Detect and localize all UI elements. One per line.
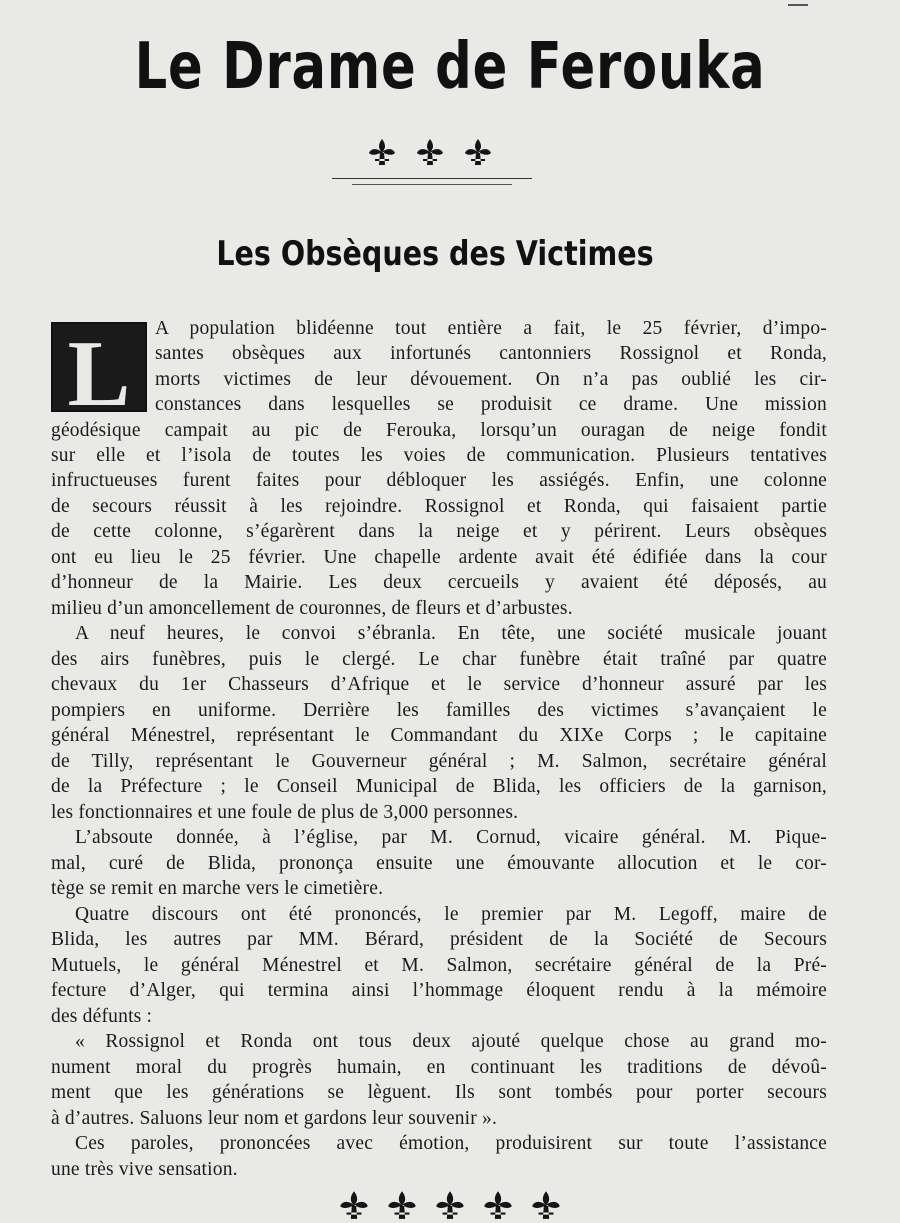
fleur-icon <box>366 136 398 168</box>
text-line: A population blidéenne tout entière a fait, le 25 février, d’impo- <box>155 318 827 339</box>
text-line: Ces paroles, prononcées avec émotion, produisirent sur toute l’assistance <box>75 1133 827 1154</box>
text-line: mal, curé de Blida, prononça ensuite une émouvante allocution et le cor- <box>51 853 827 874</box>
text-line: « Rossignol et Ronda ont tous deux ajouté quelque chose au grand mo- <box>75 1031 827 1052</box>
text-line: Blida, les autres par MM. Bérard, président de la Société de Secours <box>51 929 827 950</box>
text-line: des défunts : <box>51 1006 153 1027</box>
article-title: Le Drame de Ferouka <box>134 30 766 104</box>
title-divider-short <box>352 184 512 185</box>
closing-ornament <box>325 1188 575 1222</box>
text-line: constances dans lesquelles se produisit ce drame. Une mission <box>155 394 827 415</box>
fleur-icon <box>529 1188 563 1222</box>
text-line: L’absoute donnée, à l’église, par M. Cornud, vicaire général. M. Pique- <box>75 827 827 848</box>
text-line: chevaux du 1er Chasseurs d’Afrique et le service d’honneur assuré par les <box>51 674 827 695</box>
text-line: infructueuses furent faites pour débloquer les assiégés. Enfin, une colonne <box>51 470 827 491</box>
text-line: géodésique campait au pic de Ferouka, lorsqu’un ouragan de neige fondit <box>51 420 827 441</box>
text-line: A neuf heures, le convoi s’ébranla. En tête, une société musicale jouant <box>75 623 827 644</box>
text-line: d’honneur de la Mairie. Les deux cercueils y avaient été déposés, au <box>51 572 827 593</box>
text-line: morts victimes de leur dévouement. On n’a pas oublié les cir- <box>155 369 827 390</box>
drop-cap-letter: L <box>67 322 131 426</box>
text-line: de la Préfecture ; le Conseil Municipal de Blida, les officiers de la garnison, <box>51 776 827 797</box>
text-line: ont eu lieu le 25 février. Une chapelle ardente avait été édifiée dans la cour <box>51 547 827 568</box>
fleur-icon <box>462 136 494 168</box>
fleur-icon <box>433 1188 467 1222</box>
text-line: ment que les générations se lèguent. Ils sont tombés pour porter secours <box>51 1082 827 1103</box>
text-line: de secours réussit à les rejoindre. Rossignol et Ronda, qui faisaient partie <box>51 496 827 517</box>
text-line: les fonctionnaires et une foule de plus de 3,000 personnes. <box>51 802 519 823</box>
article-subtitle: Les Obsèques des Victimes <box>216 234 654 274</box>
text-line: santes obsèques aux infortunés cantonniers Rossignol et Ronda, <box>155 343 827 364</box>
fleur-icon <box>481 1188 515 1222</box>
text-line: Quatre discours ont été prononcés, le premier par M. Legoff, maire de <box>75 904 827 925</box>
text-line: nument moral du progrès humain, en continuant les traditions de dévoû- <box>51 1057 827 1078</box>
text-line: de cette colonne, s’égarèrent dans la neige et y périrent. Leurs obsèques <box>51 521 827 542</box>
text-line: tège se remit en marche vers le cimetière. <box>51 878 384 899</box>
text-line: Mutuels, le général Ménestrel et M. Salmon, secrétaire général de la Pré- <box>51 955 827 976</box>
fleur-icon <box>414 136 446 168</box>
top-edge-rule <box>788 4 808 6</box>
title-ornament <box>350 136 510 168</box>
text-line: une très vive sensation. <box>51 1159 238 1180</box>
text-line: de Tilly, représentant le Gouverneur général ; M. Salmon, secrétaire général <box>51 751 827 772</box>
fleur-icon <box>385 1188 419 1222</box>
fleur-icon <box>337 1188 371 1222</box>
drop-cap <box>51 322 147 426</box>
text-line: fecture d’Alger, qui termina ainsi l’hommage éloquent rendu à la mémoire <box>51 980 827 1001</box>
text-line: sur elle et l’isola de toutes les voies de communication. Plusieurs tentatives <box>51 445 827 466</box>
text-line: à d’autres. Saluons leur nom et gardons leur souvenir ». <box>51 1108 498 1129</box>
text-line: pompiers en uniforme. Derrière les familles des victimes s’avançaient le <box>51 700 827 721</box>
text-line: des airs funèbres, puis le clergé. Le char funèbre était traîné par quatre <box>51 649 827 670</box>
text-line: général Ménestrel, représentant le Commandant du XIXe Corps ; le capitaine <box>51 725 827 746</box>
text-line: milieu d’un amoncellement de couronnes, de fleurs et d’arbustes. <box>51 598 573 619</box>
title-divider <box>332 178 532 179</box>
